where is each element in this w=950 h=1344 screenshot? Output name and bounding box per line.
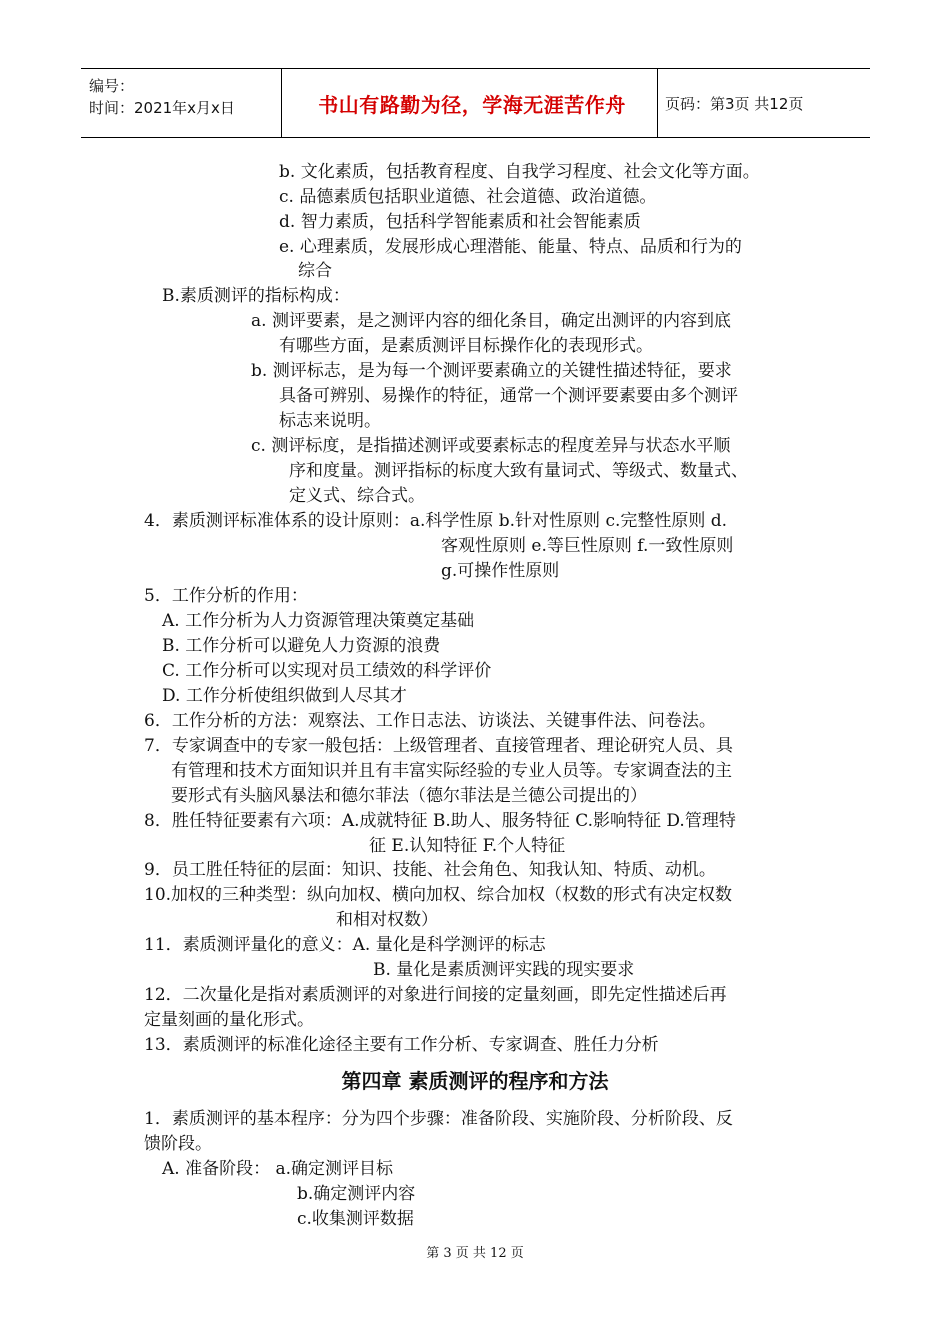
text-line: d. 智力素质，包括科学智能素质和社会智能素质 — [279, 212, 641, 232]
text-line: 征 E.认知特征 F.个人特征 — [369, 836, 566, 856]
header-meta — [89, 75, 235, 119]
page-footer: 第 3 页 共 12 页 — [426, 1246, 524, 1261]
text-line: 序和度量。测评指标的标度大致有量词式、等级式、数量式、 — [289, 461, 748, 481]
text-line: 12．二次量化是指对素质测评的对象进行间接的定量刻画，即先定性描述后再 — [144, 985, 727, 1005]
text-line: 1．素质测评的基本程序：分为四个步骤：准备阶段、实施阶段、分析阶段、反 — [144, 1109, 733, 1129]
text-line: 标志来说明。 — [279, 411, 381, 431]
number-label: 编号： — [89, 77, 135, 95]
text-line: 8．胜任特征要素有六项：A.成就特征 B.助人、服务特征 C.影响特征 D.管理特 — [144, 811, 736, 831]
text-line: 定义式、综合式。 — [289, 486, 425, 506]
text-line: 和相对权数） — [336, 910, 438, 930]
text-line: C. 工作分析可以实现对员工绩效的科学评价 — [162, 661, 492, 681]
page-header — [81, 68, 870, 138]
date-label: 时间：2021年x月x日 — [89, 99, 235, 117]
header-motto: 书山有路勤为径，学海无涯苦作舟 — [318, 92, 626, 117]
text-line: B. 工作分析可以避免人力资源的浪费 — [162, 636, 441, 656]
text-line: A. 工作分析为人力资源管理决策奠定基础 — [162, 611, 475, 631]
text-line: D. 工作分析使组织做到人尽其才 — [162, 686, 407, 706]
text-line: 具备可辨别、易操作的特征，通常一个测评要素要由多个测评 — [279, 386, 738, 406]
text-line: e. 心理素质，发展形成心理潜能、能量、特点、品质和行为的 — [279, 237, 742, 257]
text-line: c.收集测评数据 — [297, 1209, 414, 1229]
text-line: c. 品德素质包括职业道德、社会道德、政治道德。 — [279, 187, 657, 207]
text-line: b.确定测评内容 — [297, 1184, 416, 1204]
text-line: g.可操作性原则 — [441, 561, 560, 581]
text-line: b. 测评标志，是为每一个测评要素确立的关键性描述特征，要求 — [251, 361, 732, 381]
text-line: 有哪些方面，是素质测评目标操作化的表现形式。 — [279, 336, 653, 356]
header-divider — [657, 69, 658, 137]
text-line: 11．素质测评量化的意义：A. 量化是科学测评的标志 — [144, 935, 546, 955]
text-line: c. 测评标度，是指描述测评或要素标志的程度差异与状态水平顺 — [251, 436, 731, 456]
text-line: 7．专家调查中的专家一般包括：上级管理者、直接管理者、理论研究人员、具 — [144, 736, 733, 756]
section-heading: B.素质测评的指标构成： — [162, 286, 350, 306]
header-divider — [281, 69, 282, 137]
text-line: b. 文化素质，包括教育程度、自我学习程度、社会文化等方面。 — [279, 162, 760, 182]
text-line: B. 量化是素质测评实践的现实要求 — [373, 960, 635, 980]
text-line: 13．素质测评的标准化途径主要有工作分析、专家调查、胜任力分析 — [144, 1035, 659, 1055]
text-line: 客观性原则 e.等巨性原则 f.一致性原则 — [441, 536, 734, 556]
text-line: 10.加权的三种类型：纵向加权、横向加权、综合加权（权数的形式有决定权数 — [144, 885, 733, 905]
text-line: 馈阶段。 — [144, 1134, 212, 1154]
text-line: a. 测评要素，是之测评内容的细化条目，确定出测评的内容到底 — [251, 311, 731, 331]
text-line: 综合 — [298, 261, 332, 281]
text-line: 5．工作分析的作用： — [144, 586, 308, 606]
text-line: A. 准备阶段： a.确定测评目标 — [162, 1159, 394, 1179]
text-line: 4．素质测评标准体系的设计原则：a.科学性原 b.针对性原则 c.完整性原则 d. — [144, 511, 728, 531]
text-line: 定量刻画的量化形式。 — [144, 1010, 314, 1030]
header-page-info: 页码：第3页 共12页 — [665, 94, 804, 113]
chapter-title: 第四章 素质测评的程序和方法 — [341, 1069, 609, 1093]
text-line: 6．工作分析的方法：观察法、工作日志法、访谈法、关键事件法、问卷法。 — [144, 711, 716, 731]
text-line: 有管理和技术方面知识并且有丰富实际经验的专业人员等。专家调查法的主 — [171, 761, 732, 781]
text-line: 9．员工胜任特征的层面：知识、技能、社会角色、知我认知、特质、动机。 — [144, 860, 716, 880]
text-line: 要形式有头脑风暴法和德尔菲法（德尔菲法是兰德公司提出的） — [171, 786, 647, 806]
